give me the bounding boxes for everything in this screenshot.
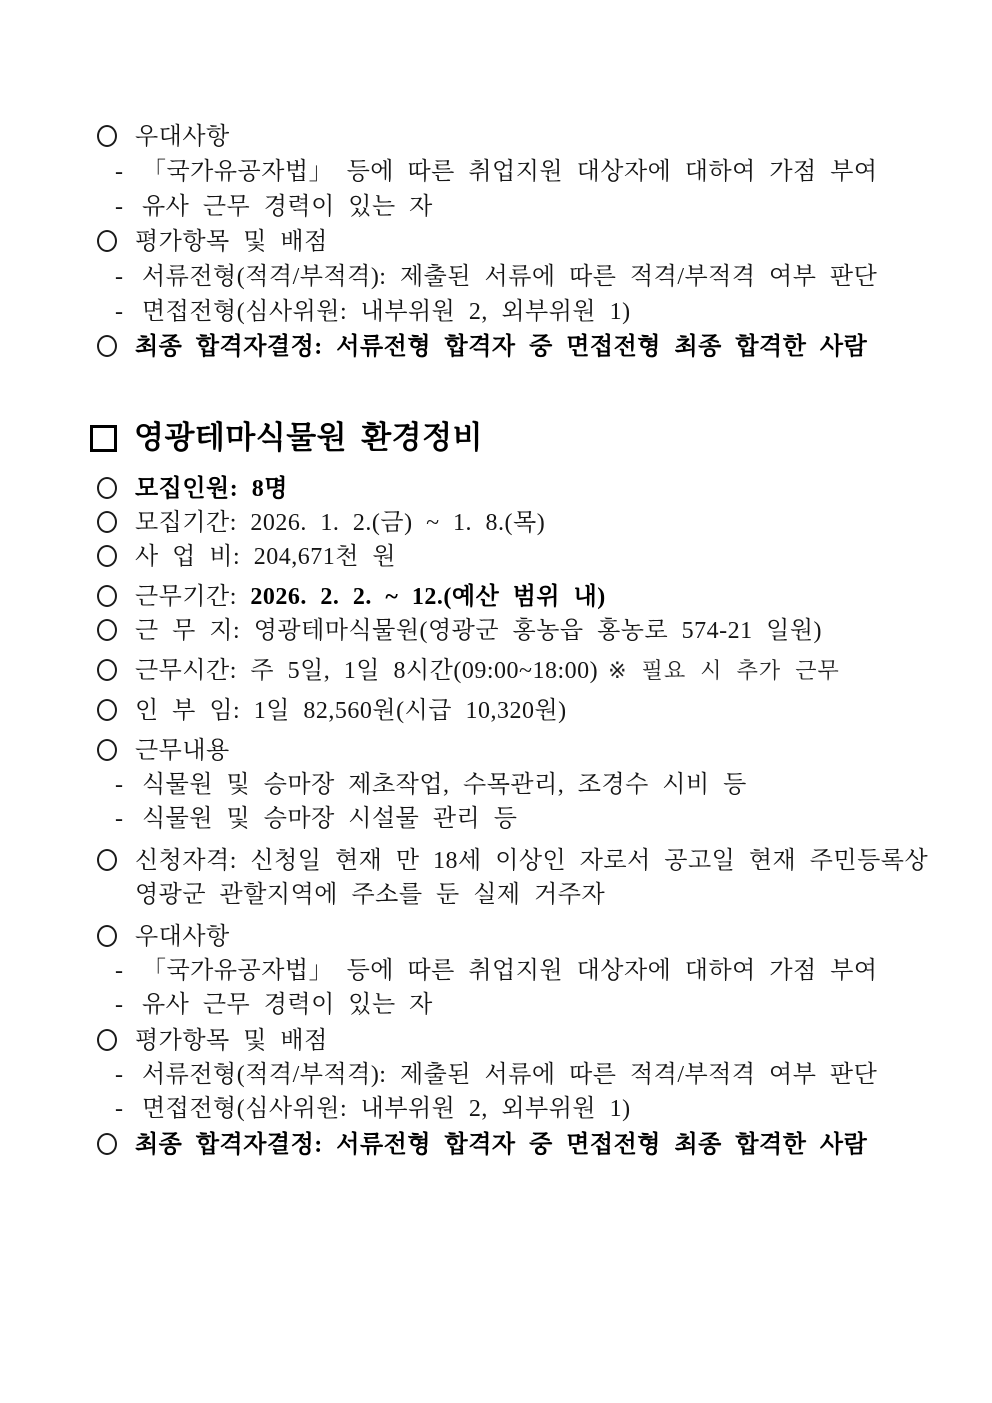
eligibility-line	[97, 844, 972, 912]
preference-heading-line	[97, 120, 972, 155]
budget-line	[97, 540, 972, 574]
recruit-count-text: 모집인원: 8명	[135, 476, 288, 502]
bullet-column	[97, 540, 135, 567]
work-period-value: 2026. 2. 2. ~ 12.(예산 범위 내)	[250, 584, 606, 610]
evaluation-item	[115, 1058, 972, 1092]
bullet-column	[97, 580, 135, 607]
evaluation-item-text: 면접전형(심사위원: 내부위원 2, 외부위원 1)	[142, 1096, 631, 1122]
evaluation-item	[115, 1092, 972, 1126]
evaluation-heading-line	[97, 1024, 972, 1058]
bullet-column	[97, 1128, 135, 1155]
dash-bullet-icon: -	[115, 299, 124, 325]
bullet-column	[97, 694, 135, 721]
dash-bullet-icon: -	[115, 194, 124, 220]
bullet-column	[97, 506, 135, 533]
evaluation-item	[115, 260, 972, 295]
preference-item	[115, 954, 972, 988]
circle-bullet-icon	[97, 1133, 117, 1155]
eligibility-text	[135, 844, 928, 912]
dash-bullet-icon: -	[115, 1096, 124, 1122]
circle-bullet-icon	[97, 230, 117, 252]
bullet-column	[97, 920, 135, 947]
final-decision-text: 최종 합격자결정: 서류전형 합격자 중 면접전형 최종 합격한 사람	[135, 334, 868, 360]
work-hours-line	[97, 654, 972, 688]
budget-text: 사 업 비: 204,671천 원	[135, 544, 397, 570]
work-hours-value: 근무시간: 주 5일, 1일 8시간(09:00~18:00)	[135, 658, 599, 684]
circle-bullet-icon	[97, 585, 117, 607]
dash-bullet-icon: -	[115, 1062, 124, 1088]
bullet-column	[97, 844, 135, 871]
work-period-label: 근무기간:	[135, 584, 251, 610]
section-previous-posting	[97, 120, 972, 365]
work-hours-note: ※ 필요 시 추가 근무	[608, 658, 840, 683]
evaluation-heading-text: 평가항목 및 배점	[135, 1028, 328, 1054]
work-place-text: 근 무 지: 영광테마식물원(영광군 홍농읍 홍농로 574-21 일원)	[135, 618, 823, 644]
circle-bullet-icon	[97, 125, 117, 147]
work-content-heading-text: 근무내용	[135, 738, 230, 764]
dash-bullet-icon: -	[115, 992, 124, 1018]
work-content-item-text: 식물원 및 승마장 시설물 관리 등	[142, 806, 518, 832]
work-content-item	[115, 802, 972, 836]
evaluation-heading-text: 평가항목 및 배점	[135, 229, 328, 255]
dash-bullet-icon: -	[115, 159, 124, 185]
final-decision-line	[97, 330, 972, 365]
circle-bullet-icon	[97, 699, 117, 721]
circle-bullet-icon	[97, 925, 117, 947]
daily-wage-line	[97, 694, 972, 728]
final-decision-line	[97, 1128, 972, 1162]
evaluation-item-text: 서류전형(적격/부적격): 제출된 서류에 따른 적격/부적격 여부 판단	[142, 264, 878, 290]
eligibility-text-line1: 신청자격: 신청일 현재 만 18세 이상인 자로서 공고일 현재 주민등록상	[135, 848, 929, 874]
bullet-column	[97, 225, 135, 252]
bullet-column	[97, 654, 135, 681]
dash-bullet-icon: -	[115, 264, 124, 290]
section-heading	[90, 416, 972, 460]
eligibility-text-line2: 영광군 관할지역에 주소를 둔 실제 거주자	[135, 882, 606, 908]
evaluation-item	[115, 295, 972, 330]
bullet-column	[97, 472, 135, 499]
circle-bullet-icon	[97, 849, 117, 871]
evaluation-heading-line	[97, 225, 972, 260]
preference-heading-text: 우대사항	[135, 924, 230, 950]
daily-wage-text: 인 부 임: 1일 82,560원(시급 10,320원)	[135, 698, 567, 724]
work-content-item-text: 식물원 및 승마장 제초작업, 수목관리, 조경수 시비 등	[142, 772, 747, 798]
preference-item-text: 「국가유공자법」 등에 따른 취업지원 대상자에 대하여 가점 부여	[142, 958, 878, 984]
work-place-line	[97, 614, 972, 648]
circle-bullet-icon	[97, 659, 117, 681]
work-content-heading-line	[97, 734, 972, 768]
bullet-column	[97, 120, 135, 147]
recruit-period-line	[97, 506, 972, 540]
bullet-column	[97, 614, 135, 641]
evaluation-item-text: 서류전형(적격/부적격): 제출된 서류에 따른 적격/부적격 여부 판단	[142, 1062, 878, 1088]
dash-bullet-icon: -	[115, 806, 124, 832]
preference-heading-line	[97, 920, 972, 954]
work-period-text	[135, 580, 606, 614]
circle-bullet-icon	[97, 619, 117, 641]
preference-item	[115, 155, 972, 190]
section-theme-botanical-garden	[97, 472, 972, 1162]
preference-heading-text: 우대사항	[135, 124, 230, 150]
preference-item-text: 유사 근무 경력이 있는 자	[142, 992, 433, 1018]
circle-bullet-icon	[97, 739, 117, 761]
recruit-count-line	[97, 472, 972, 506]
preference-item	[115, 988, 972, 1022]
bullet-column	[97, 734, 135, 761]
evaluation-item-text: 면접전형(심사위원: 내부위원 2, 외부위원 1)	[142, 299, 631, 325]
bullet-column	[97, 1024, 135, 1051]
dash-bullet-icon: -	[115, 772, 124, 798]
preference-item	[115, 190, 972, 225]
preference-item-text: 「국가유공자법」 등에 따른 취업지원 대상자에 대하여 가점 부여	[142, 159, 878, 185]
final-decision-text: 최종 합격자결정: 서류전형 합격자 중 면접전형 최종 합격한 사람	[135, 1132, 868, 1158]
circle-bullet-icon	[97, 511, 117, 533]
recruit-period-text: 모집기간: 2026. 1. 2.(금) ~ 1. 8.(목)	[135, 510, 546, 536]
bullet-column	[97, 330, 135, 357]
dash-bullet-icon: -	[115, 958, 124, 984]
circle-bullet-icon	[97, 545, 117, 567]
circle-bullet-icon	[97, 477, 117, 499]
circle-bullet-icon	[97, 1029, 117, 1051]
preference-item-text: 유사 근무 경력이 있는 자	[142, 194, 433, 220]
work-content-item	[115, 768, 972, 802]
square-bullet-icon	[90, 425, 117, 452]
circle-bullet-icon	[97, 335, 117, 357]
work-hours-text	[135, 654, 840, 688]
work-period-line	[97, 580, 972, 614]
section-heading-title: 영광테마식물원 환경정비	[134, 420, 484, 455]
